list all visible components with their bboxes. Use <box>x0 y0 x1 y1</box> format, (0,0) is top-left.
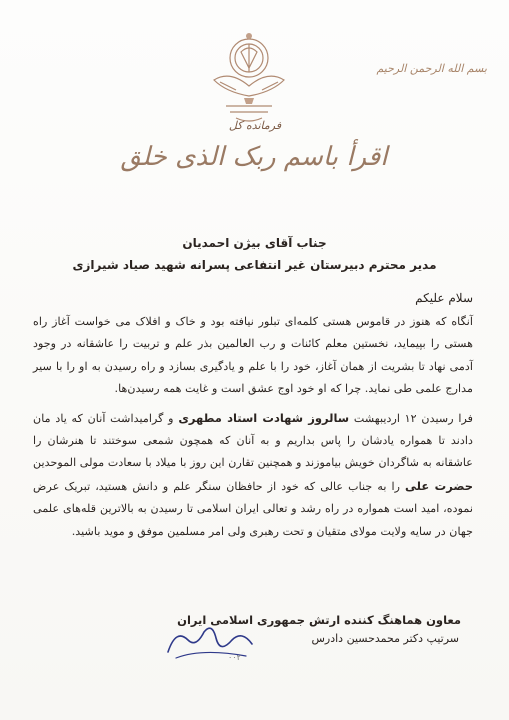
salutation: سلام علیکم <box>415 291 473 305</box>
recipient-position: مدیر محترم دبیرستان غیر انتفاعی پسرانه شهید صیاد شیرازی <box>72 258 437 272</box>
highlight-motahari: سالروز شهادت استاد مطهری <box>178 410 350 425</box>
page-number: ۰۰۲ <box>228 653 241 662</box>
p2-part-1: فرا رسیدن ۱۲ اردیبهشت <box>353 411 473 425</box>
commander-line: فرمانده کل <box>228 119 282 132</box>
recipient-block <box>60 232 449 276</box>
signer-name: سرتیپ دکتر محمدحسین دادرس <box>311 632 459 645</box>
basmala-calligraphy: بسم الله الرحمن الرحیم <box>376 62 487 75</box>
letter-body <box>33 311 473 543</box>
p2-part-4: موفق و موید باشید. <box>71 524 164 538</box>
army-emblem-logo <box>206 22 292 126</box>
highlight-hazrat-ali: حضرت علی <box>405 478 473 493</box>
signer-title: معاون هماهنگ کننده ارتش جمهوری اسلامی ایران <box>177 613 461 627</box>
p2-part-2: و گرامیداشت آنان که یاد مان دادند تا همواره یادشان را پاس بداریم و به آنان که همچون شمعی سوختند تا هنرشان را عاشقانه به شاگردان خویش بیاموزند و همچنین تقارن این روز با میلاد با سعادت مولی الموحدین <box>33 411 473 470</box>
verse-calligraphy: اقرأ باسم ربک الذی خلق <box>120 142 388 172</box>
paragraph-1: آنگاه که هنوز در قاموس هستی کلمه‌ای تبلور نیافته بود و خاک و افلاک می خواست آغاز راه هستی را بپیماید، نخستین معلم کائنات و رب العالمین بذر علم و تربیت را عاشقانه در وجود آدمی نهاد تا بشریت از همان آغاز، خود را با علم و یادگیری بسازد و راه رسیدن به او را با سیر مدارج علمی طی نماید. چرا که او خود اوج عشق است و غایت همه رسیدن‌ها. <box>33 315 473 396</box>
recipient-name: جناب آقای بیژن احمدیان <box>182 236 327 250</box>
paragraph-2 <box>33 407 473 543</box>
handwritten-signature <box>162 618 258 666</box>
p2-part-3: را به جناب عالی که خود از حافظان سنگر علم و دانش هستید، تبریک عرض نموده، امید است همواره در راه رشد و تعالی ایران اسلامی تا رسیدن به بالاترین قله‌های علمی جهان در سایه ولایت مولای متقیان و تحت رهبری ولی امر مسلمین <box>33 479 473 538</box>
